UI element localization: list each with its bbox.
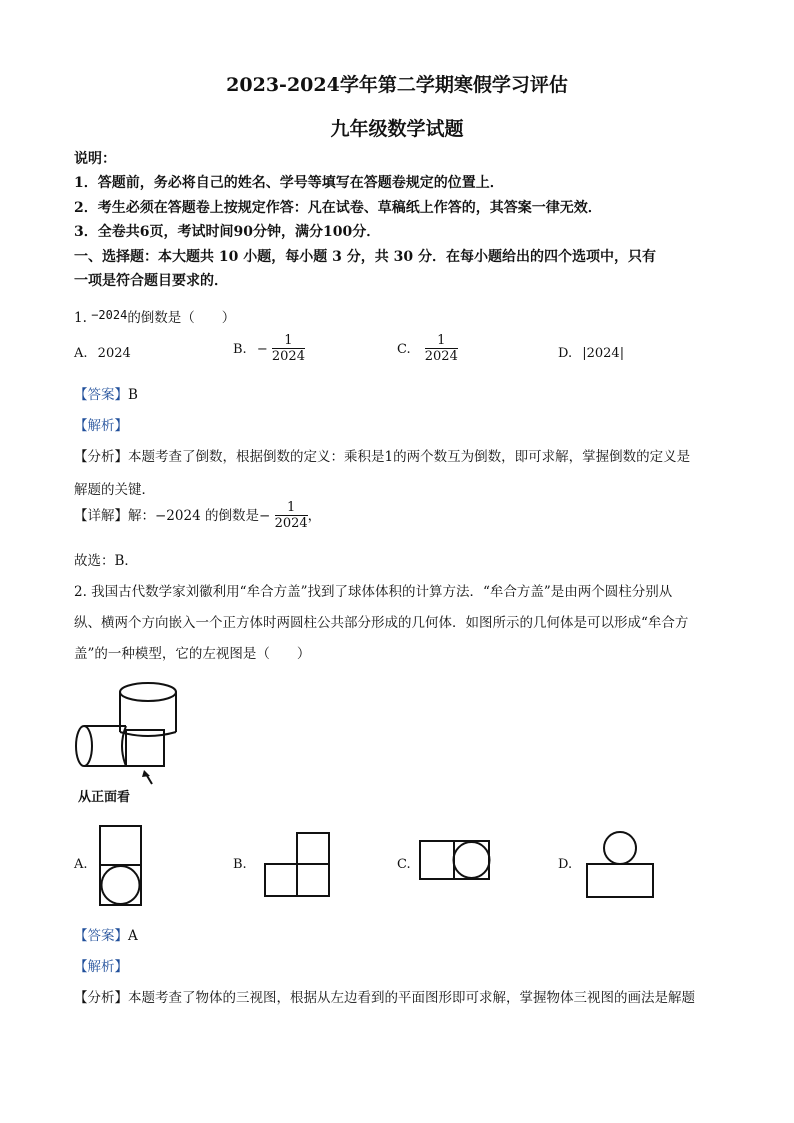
q1-option-a-value: 2024 <box>97 346 131 361</box>
q1-option-d-value: |2024| <box>582 346 625 361</box>
q1-option-b-sign: − <box>256 341 268 357</box>
q2-stem-line2: 纵、横两个方向嵌入一个正方体时两圆柱公共部分形成的几何体．如图所示的几何体是可以形成“牟合方 <box>74 615 689 631</box>
q1-option-b <box>233 334 305 365</box>
q1-option-b-fraction <box>272 334 305 365</box>
q2-stem-line3: 盖”的一种模型，它的左视图是（ ） <box>74 646 311 662</box>
q1-stem <box>74 306 235 326</box>
section-heading-line2: 一项是符合题目要求的． <box>74 273 228 289</box>
q1-option-d-label: D. <box>558 346 573 361</box>
q1-detail-fraction <box>275 501 308 532</box>
q2-option-a-figure <box>99 825 143 907</box>
q1-answer <box>74 383 138 403</box>
note-item-3: 3．全卷共6页，考试时间90分钟，满分100分． <box>74 224 381 240</box>
q1-option-c-numerator: 1 <box>437 333 446 348</box>
q1-option-d <box>558 346 624 361</box>
q1-detail-denominator: 2024 <box>274 516 308 532</box>
q1-option-b-label: B. <box>233 341 247 357</box>
q2-stem-line1: 2. 我国古代数学家刘徽利用“牟合方盖”找到了球体体积的计算方法．“牟合方盖”是由两个圆柱分别从 <box>74 584 673 600</box>
q1-option-c-denominator: 2024 <box>424 349 458 365</box>
q2-analysis-tag: 【解析】 <box>74 959 128 975</box>
q2-answer-tag: 【答案】 <box>74 928 128 944</box>
q2-option-c-label: C. <box>397 857 411 872</box>
q2-option-d-label: D. <box>558 857 573 872</box>
note-item-1: 1．答题前，务必将自己的姓名、学号等填写在答题卷规定的位置上． <box>74 175 504 191</box>
q1-option-b-numerator: 1 <box>284 333 293 348</box>
q2-figure-caption: 从正面看 <box>78 790 131 805</box>
q1-option-c-label: C. <box>397 341 411 357</box>
q1-expression: −2024 <box>91 308 128 322</box>
q1-option-b-denominator: 2024 <box>271 349 305 365</box>
q1-detail-end: ， <box>307 507 322 524</box>
section-heading-line1: 一、选择题：本大题共 10 小题，每小题 3 分，共 30 分．在每小题给出的四个选项中，只有 <box>74 249 656 265</box>
q1-fenxi-text: 本题考查了倒数，根据倒数的定义：乘积是1的两个数互为倒数，即可求解，掌握倒数的定义是 <box>128 449 691 465</box>
q1-stem-text: 的倒数是（ ） <box>127 310 236 326</box>
q2-fenxi-text: 本题考查了物体的三视图，根据从左边看到的平面图形即可求解，掌握物体三视图的画法是解题 <box>128 990 695 1006</box>
q1-fenxi-line1 <box>74 445 690 465</box>
q1-fenxi-line2: 解题的关键． <box>74 482 155 498</box>
q2-option-c-figure <box>419 840 491 882</box>
q1-detail-tag: 【详解】 <box>74 507 128 524</box>
q1-option-c-fraction <box>425 334 458 365</box>
q2-fenxi-tag: 【分析】 <box>74 990 128 1006</box>
page-subtitle: 九年级数学试题 <box>330 118 464 140</box>
q1-option-a-label: A. <box>74 346 88 361</box>
q2-option-d-figure <box>586 830 656 900</box>
q2-fenxi-line1 <box>74 986 695 1006</box>
q1-fenxi-tag: 【分析】 <box>74 449 128 465</box>
q2-option-b-figure <box>264 832 332 898</box>
q1-option-a <box>74 346 131 361</box>
note-item-2: 2．考生必须在答题卷上按规定作答：凡在试卷、草稿纸上作答的，其答案一律无效． <box>74 200 602 216</box>
q1-option-c <box>397 334 458 365</box>
q1-analysis-tag: 【解析】 <box>74 418 128 434</box>
q1-detail-numerator: 1 <box>286 500 296 515</box>
q1-number: 1. <box>74 310 87 326</box>
q2-option-b-label: B. <box>233 857 247 872</box>
notes-heading: 说明： <box>74 151 116 167</box>
page-title: 2023-2024学年第二学期寒假学习评估 <box>226 74 568 96</box>
q1-answer-value: B <box>128 387 138 403</box>
q2-option-a-label: A. <box>74 857 88 872</box>
q1-detail <box>74 501 321 532</box>
q2-answer <box>74 924 138 944</box>
q1-choose: 故选：B． <box>74 553 138 569</box>
q1-detail-text: 解：−2024 的倒数是− <box>128 507 271 524</box>
q2-answer-value: A <box>128 928 138 944</box>
q1-answer-tag: 【答案】 <box>74 387 128 403</box>
